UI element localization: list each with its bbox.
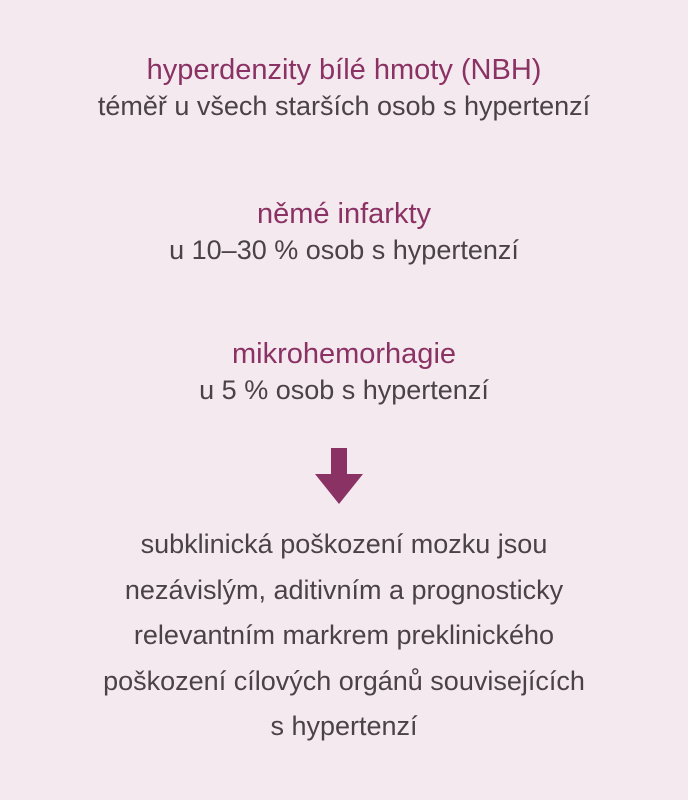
item-description: u 5 % osob s hypertenzí	[199, 375, 489, 405]
conclusion-line: s hypertenzí	[270, 711, 418, 741]
item-silent-infarcts	[0, 196, 688, 268]
conclusion-text	[20, 522, 668, 750]
item-microhemorrhages	[0, 336, 688, 408]
conclusion-line: subklinická poškození mozku jsou	[140, 529, 548, 559]
item-nbh	[0, 52, 688, 124]
item-title: mikrohemorhagie	[231, 338, 457, 370]
item-title: němé infarkty	[256, 198, 432, 230]
conclusion-line: nezávislým, aditivním a prognosticky	[124, 574, 564, 605]
item-description: téměř u všech starších osob s hypertenzí	[97, 91, 591, 121]
conclusion-line: poškození cílových orgánů souvisejících	[103, 665, 585, 696]
item-description: u 10–30 % osob s hypertenzí	[169, 235, 519, 265]
item-title: hyperdenzity bílé hmoty (NBH)	[146, 54, 542, 86]
conclusion-line: relevantním markrem preklinického	[133, 620, 555, 650]
arrow-down-icon	[315, 448, 363, 504]
